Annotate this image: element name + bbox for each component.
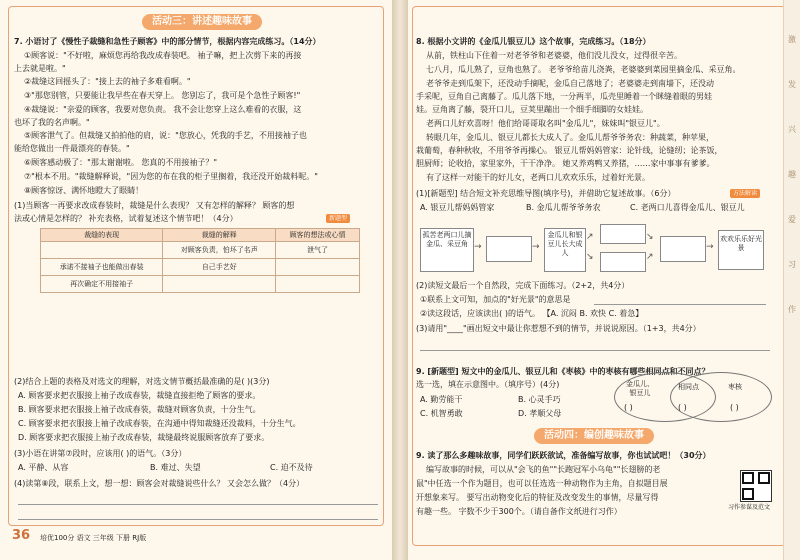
q7-para-7: ⑦"根本不用。"裁缝解释说，"因为您的布在我的柜子里搁着，我还没开始裁料呢。" <box>24 172 318 181</box>
section-title-activity-3: 活动三：讲述趣味故事 <box>142 14 262 30</box>
arrow-icon: → <box>474 242 482 252</box>
q7-para-1-cont: 上去就是啦。" <box>14 64 66 73</box>
q7-2-option-b[interactable]: B. 顾客要求把衣服接上袖子改成春装，裁缝对顾客负责，十分生气。 <box>18 405 261 414</box>
q7-title: 7. 小语讨了《慢性子裁缝和急性子顾客》中的部分情节，根据内容完成练习。（14分） <box>14 37 321 46</box>
table-row <box>41 259 360 276</box>
story-para-2: 七八月，瓜儿熟了，豆角也熟了。 老爷爷给苗儿浇粪，老婆婆到菜园里摘金瓜、采豆角。 <box>426 65 741 74</box>
venn-right-blank[interactable]: ( ) <box>730 403 739 412</box>
q7-para-4-cont: 也坏了我的名声啊。" <box>14 118 90 127</box>
q7-2-option-a[interactable]: A. 顾客要求把衣服接上袖子改成春装，裁缝直接拒绝了顾客的要求。 <box>18 391 261 400</box>
q7-para-5: ⑤顾客泄气了。但裁缝又拍拍他的肩，说："您放心，凭我的手艺，不用接袖子也 <box>24 131 307 140</box>
left-page <box>0 0 392 560</box>
q8-title: 8. 根据小文讲的《金瓜儿银豆儿》这个故事，完成练习。（18分） <box>416 37 651 46</box>
table-header-cell: 顾客的想法或心情 <box>276 229 360 242</box>
decor-char: 兴 <box>788 125 796 134</box>
arrow-icon: ↗ <box>586 232 594 242</box>
q7-para-6: ⑥顾客感动极了："那太谢谢啦。 您真的不用接袖子？" <box>24 158 218 167</box>
decor-char: 发 <box>788 80 796 89</box>
q9-prompt-a: 9. [新题型] 短文中的金瓜儿、银豆儿和《枣核》中的枣核有哪些相同点和不同点？ <box>416 367 710 376</box>
arrow-icon: ↘ <box>646 232 654 242</box>
decor-char: 作 <box>788 305 796 314</box>
q7-para-4: ④裁缝说："亲爱的顾客，我要对您负责。 我不会让您穿上这么难看的衣服，这 <box>24 105 302 114</box>
q7-1-prompt-a: (1)当顾客一再要求改成春装时，裁缝是什么表现？ 又有怎样的解释？ 顾客的想 <box>14 201 295 210</box>
table-cell-blank[interactable] <box>276 259 360 276</box>
arrow-icon: ↗ <box>646 252 654 262</box>
new-question-type-tag: 新题型 <box>326 214 350 223</box>
table-row <box>41 242 360 259</box>
story-para-3-end: 娃。豆角离了藤，裂开口儿，豆荚里蹦出一个细手细脚的女娃娃。 <box>416 105 648 114</box>
q9-option-b: B. 心灵手巧 <box>518 395 561 404</box>
decor-char: 趣 <box>788 170 796 179</box>
answer-line[interactable] <box>420 350 770 351</box>
q8-1-option-c: C. 老两口儿喜得金瓜儿、银豆儿 <box>630 203 745 212</box>
q7-para-5-cont: 能给您做出一件最漂亮的春装。" <box>14 144 130 153</box>
table-cell: 承诺不接袖子也能做出春装 <box>41 259 163 276</box>
table-header-row <box>41 229 360 242</box>
table-header-cell: 裁缝的解释 <box>163 229 276 242</box>
q7-3-prompt: (3)小语在讲第⑦段时，应该用( )的语气。（3分） <box>14 449 187 458</box>
table-cell: 再次确定不用接袖子 <box>41 276 163 293</box>
story-para-4: 老两口儿好欢喜呀！他们给哥哥取名叫"金瓜儿"，妹妹叫"银豆儿"。 <box>426 119 665 128</box>
q7-3-option-b[interactable]: B. 难过、失望 <box>150 463 201 472</box>
venn-middle-blank[interactable]: ( ) <box>678 403 687 412</box>
right-decor-strip <box>783 0 800 560</box>
arrow-icon: → <box>532 242 540 252</box>
venn-left-blank[interactable]: ( ) <box>624 403 633 412</box>
story-para-5: 转眼几年，金瓜儿、银豆儿都长大成人了。金瓜儿帮爷爷务农：种蔬菜，种苹果， <box>426 133 714 142</box>
story-para-3-cont: 手采呢，豆角自己离藤了。瓜儿落下地，一分两半，瓜壳里睡着一个眯缝着眼的男娃 <box>416 92 712 101</box>
q7-4-prompt: (4)读第⑧段，联系上文，想一想：顾客会对裁缝说些什么？ 又会怎么做？（4分） <box>14 479 305 488</box>
answer-line[interactable] <box>18 504 378 505</box>
q7-3-option-c[interactable]: C. 迫不及待 <box>270 463 313 472</box>
q9-option-c: C. 机智勇敢 <box>420 409 463 418</box>
q9-option-d: D. 孝顺父母 <box>518 409 562 418</box>
table-cell: 泄气了 <box>276 242 360 259</box>
venn-right-label: 枣核 <box>728 383 742 391</box>
venn-left-label: 金瓜儿、银豆儿 <box>626 380 654 397</box>
table-cell-blank[interactable] <box>163 276 276 293</box>
story-para-5-cont: 栽葡萄，春种秋收，不用爷爷再操心。 银豆儿帮妈妈管家：论针线，论缝纫；论茶饭， <box>416 146 723 155</box>
story-para-1: 从前，铁柱山下住着一对老爷爷和老婆婆，他们没儿没女，过得很辛苦。 <box>426 51 682 60</box>
q8-2-1-prompt: ①联系上文可知，加点的"好光景"的意思是 <box>420 295 571 304</box>
q7-2-option-d[interactable]: D. 顾客要求把衣服接上袖子改成春装，裁缝最终说服顾客放弃了要求。 <box>18 433 270 442</box>
book-spine <box>392 0 408 560</box>
table-row <box>41 276 360 293</box>
q8-2-2-prompt: ②读这段话，应该读出( )的语气。 【A. 沉闷 B. 欢快 C. 着急】 <box>420 309 644 318</box>
q8-1-prompt: (1)[新题型] 结合短文补充思维导图(填序号)，并借助它复述故事。（6分） <box>416 189 676 198</box>
q10-prompt: 9. 读了那么多趣味故事，同学们跃跃欲试，准备编写故事，你也试试吧！（30分） <box>416 451 711 460</box>
decor-char: 激 <box>788 35 796 44</box>
page-footer: 培优100分 语文 三年级 下册 RJ版 <box>40 534 147 542</box>
arrow-icon: ↘ <box>586 252 594 262</box>
table-cell-blank[interactable] <box>276 276 360 293</box>
decor-char: 爱 <box>788 215 796 224</box>
q7-para-1: ①顾客说："不好啦，麻烦您再给我改成春装吧。 袖子嘛，把上次剪下来的再接 <box>24 51 302 60</box>
q7-1-prompt-b: 法或心情是怎样的？ 补充表格，试着复述这个情节吧！（4分） <box>14 214 238 223</box>
qr-caption: 习作参谋及范文 <box>728 504 771 511</box>
story-para-5-end: 胆厨师；论收拾，家里家外，干干净净。 她又养鸡鸭又养猪，……家中事事有爹爹。 <box>416 159 715 168</box>
venn-middle-label: 相同点 <box>678 383 699 391</box>
mind-map-blank[interactable] <box>486 236 532 262</box>
q8-1-option-b: B. 金瓜儿帮爷爷务农 <box>526 203 601 212</box>
table-header-cell: 裁缝的表现 <box>41 229 163 242</box>
mind-map-blank[interactable] <box>660 236 706 262</box>
q7-para-3: ③"那您别管，只要能让我早些在春天穿上。 您别忘了，我可是个急性子顾客!" <box>24 91 301 100</box>
story-para-6: 有了这样一对能干的好儿女，老两口儿欢欢乐乐，过着好光景。 <box>426 173 650 182</box>
q7-2-prompt: (2)结合上题的表格及对选文的理解，对选文情节概括最准确的是( )(3分) <box>14 377 270 386</box>
story-para-3: 老爷爷走到瓜架下，还没动手摘呢，金瓜自己落地了；老婆婆走到南墙下，还没动 <box>426 79 714 88</box>
retell-table <box>40 228 360 293</box>
page-number: 36 <box>12 528 31 543</box>
q10-line-3: 开想象来写。 要写出动物变化后的特征及改变发生的事情，尽量写得 <box>416 493 659 502</box>
q9-option-a: A. 勤劳能干 <box>420 395 463 404</box>
q7-para-2: ②裁缝这回摇头了："接上去的袖子多难看啊。" <box>24 77 191 86</box>
q7-3-option-a[interactable]: A. 平静、从容 <box>18 463 69 472</box>
q7-para-8: ⑧顾客惊讶、满怀地瞪大了眼睛！ <box>24 186 144 195</box>
mind-map-end: 欢欢乐乐好光景 <box>718 230 764 270</box>
venn-right-circle <box>670 372 772 422</box>
decor-char: 习 <box>788 260 796 269</box>
q9-prompt-b: 选一选，填在示意图中。（填序号）(4分) <box>416 380 560 389</box>
table-cell-blank[interactable] <box>41 242 163 259</box>
q8-2-prompt: (2)读短文最后一个自然段，完成下面练习。（2+2，共4分） <box>416 281 630 290</box>
mind-map-middle: 金瓜儿和银豆儿长大成人 <box>544 228 586 272</box>
mind-map-blank[interactable] <box>600 224 646 244</box>
answer-line[interactable] <box>18 519 378 520</box>
arrow-icon: → <box>706 242 714 252</box>
q8-3-prompt: (3)请用"____"画出短文中最让你惹想不到的情节，并说说原因。（1+3，共4分） <box>416 324 701 333</box>
mind-map-start: 孤苦老两口儿摘金瓜、采豆角 <box>420 228 474 272</box>
qr-code-icon[interactable] <box>740 470 772 502</box>
method-tag: 方法解读 <box>730 189 760 198</box>
table-cell: 对顾客负责，怕坏了名声 <box>163 242 276 259</box>
answer-line[interactable] <box>594 304 766 305</box>
q10-line-4: 有趣一些。 字数不少于300个。（请自备作文纸进行习作） <box>416 507 622 516</box>
q8-1-option-a: A. 银豆儿帮妈妈管家 <box>420 203 495 212</box>
q10-line-1: 编写故事的时候，可以从"会飞的鱼""长跑冠军小乌龟""长翅膀的老 <box>426 465 661 474</box>
mind-map-blank[interactable] <box>600 252 646 272</box>
q10-line-2: 鼠"中任选一个作为题目，也可以任选选一种动物作为主角，自拟题目展 <box>416 479 668 488</box>
q7-2-option-c[interactable]: C. 顾客要求把衣服接上袖子改成春装，在沟通中得知裁缝还没裁料，十分生气。 <box>18 419 301 428</box>
table-cell: 自己手艺好 <box>163 259 276 276</box>
section-title-activity-4: 活动四：编创趣味故事 <box>534 428 654 444</box>
